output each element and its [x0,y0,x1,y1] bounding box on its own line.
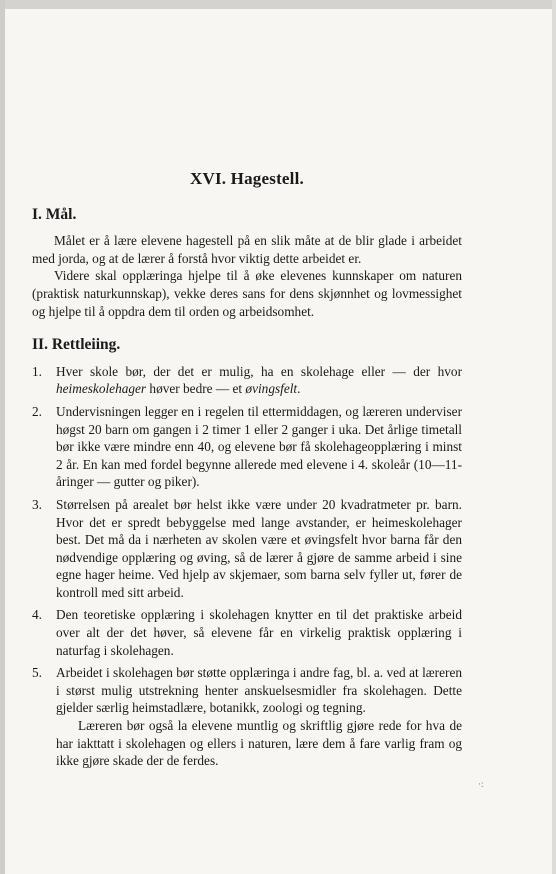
list-item [32,664,462,770]
item-emphasis: heimeskolehager [56,381,147,397]
item-text-part: Hver skole bør, der det er mulig, ha en skolehage eller — der hvor [56,363,462,379]
item-number: 5. [32,665,42,681]
list-item [32,403,462,491]
item-text: Den teoretiske opplæring i skolehagen knytter en til det praktiske arbeid over alt der det høver, så elevene får en virkelig praktisk opplæring i naturfag i skolehagen. [56,607,462,658]
item-text: Størrelsen på arealet bør helst ikke være under 20 kvadratmeter pr. barn. Hvor det er spredt bebyggelse med lange avstander, er heimeskolehager best. Det må da i nærheten av skolen være et øvingsfelt hvor barna får den nødvendige opplæring og øving, så de lærer å gjøre de samme arbeid i sine egne hager heime. Ved hjelp av skjemaer, som barna selv fyller ut, fører de kontroll med sitt arbeid. [56,496,462,600]
scan-edge-top [0,0,556,9]
goals-paragraph-2: Videre skal opplæringa hjelpe til å øke elevenes kunnskaper om naturen (praktisk naturkunnskap), vekke deres sans for dens skjønnhet og lovmessighet og hjelpe til å oppdra dem til orden og arbeidsomhet. [32,268,462,319]
list-item [32,606,462,659]
section-heading-goals: I. Mål. [32,205,77,223]
item-number: 1. [32,363,42,379]
chapter-title: XVI. Hagestell. [190,169,304,188]
guidance-list [32,363,462,770]
section-guidance [32,336,462,770]
list-item [32,496,462,602]
scan-speck-mark: ·: [478,779,484,789]
item-text [56,363,462,398]
item-number: 4. [32,607,42,623]
goals-paragraph-1: Målet er å lære elevene hagestell på en slik måte at de blir glade i arbeidet med jorda, og at de lærer å forstå hvor viktig dette arbeidet er. [32,233,462,266]
item-number: 2. [32,403,42,419]
item-text-part: Arbeidet i skolehagen bør støtte opplæringa i andre fag, bl. a. ved at læreren i størst mulig utstrekning henter anskuelsesmidler fra skolehagen. Dette gjelder særlig heimstadlære, botanikk, zoologi og tegning. [56,665,462,716]
scan-edge-left [0,0,5,874]
section-goals [32,206,462,321]
item-text-continuation: Læreren bør også la elevene muntlig og skriftlig gjøre rede for hva de har iakttatt i skolehagen og ellers i naturen, lære dem å fare varlig fram og ikke gjøre skade der de ferdes. [56,718,462,769]
list-item [32,363,462,398]
section-heading-guidance: II. Rettleiing. [32,336,121,354]
item-text-part: høver bedre — et [146,381,246,397]
scan-edge-right [552,0,556,874]
document-page [32,170,462,775]
item-text [56,664,462,770]
item-emphasis: øvingsfelt [245,381,298,397]
item-number: 3. [32,496,42,512]
item-text: Undervisningen legger en i regelen til ettermiddagen, og læreren underviser høgst 20 barn om gangen i 2 timer 1 eller 2 ganger i uka. Det årlige timetall bør ikke være mindre enn 40, og elevene bør få skolehageopplæring i minst 2 år. En kan med fordel begynne allerede med elevene i 4. skoleår (10—11-åringer — gutter og piker). [56,403,462,490]
item-text-part: . [297,381,301,397]
